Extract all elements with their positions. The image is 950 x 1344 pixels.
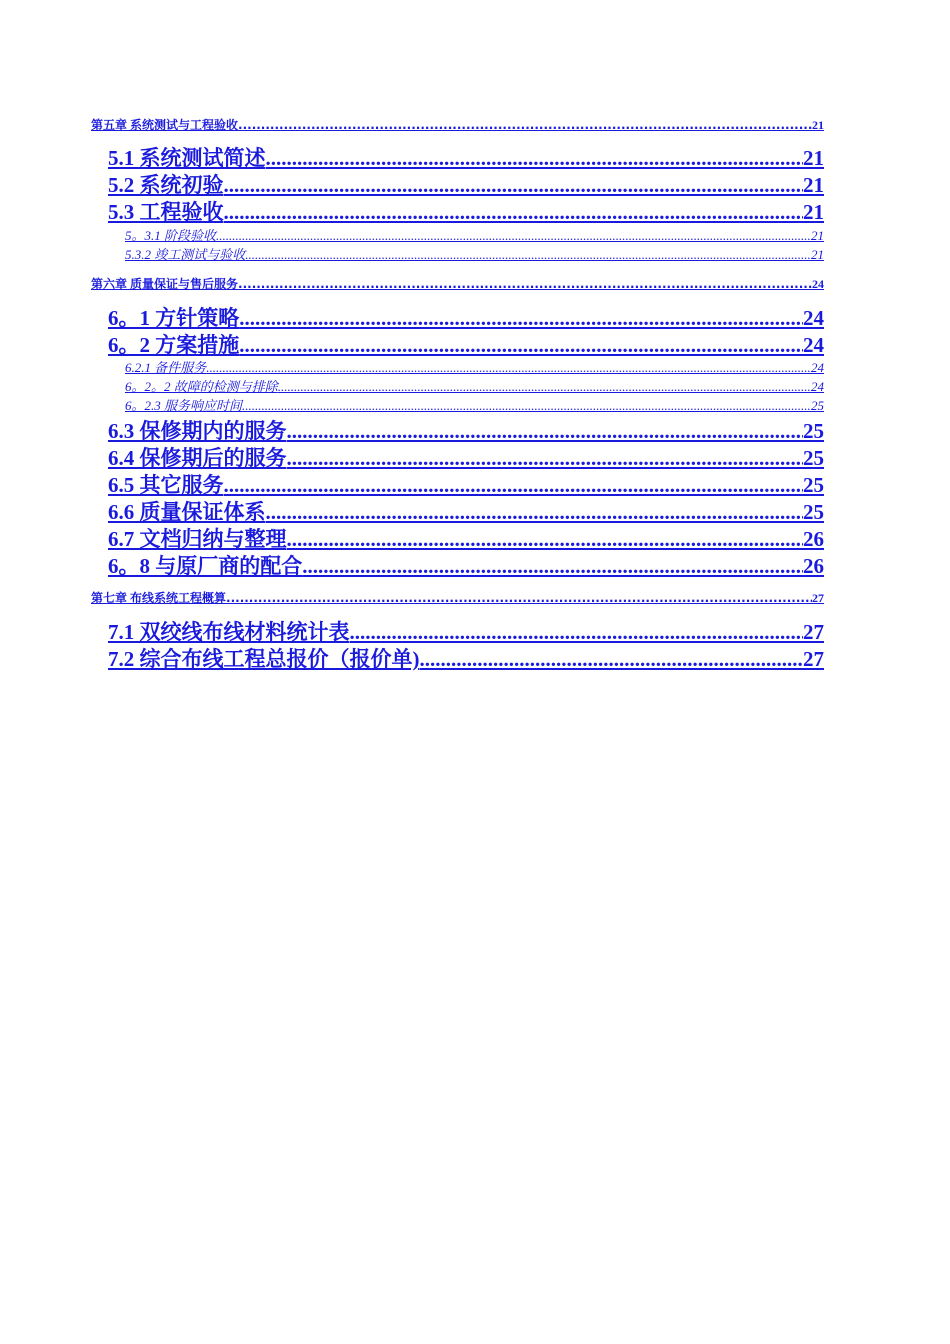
toc-page-number: 24 [812,277,824,291]
toc-page-number: 21 [812,118,824,132]
toc-dot-leader [239,332,803,358]
toc-page-number: 25 [811,398,824,413]
toc-entry-title: 6。1 方针策略 [108,306,240,330]
toc-dot-leader [245,246,811,264]
toc-page-number: 21 [803,173,824,197]
toc-page-number: 24 [811,360,824,375]
toc-dot-leader [216,227,811,245]
toc-entry-title: 第七章 布线系统工程概算 [91,591,227,605]
toc-section-6-2[interactable] [108,332,824,358]
toc-entry-title: 7.2 综合布线工程总报价（报价单) [108,647,420,671]
toc-dot-leader [226,589,812,607]
toc-page-number: 25 [803,473,824,497]
toc-subsection-5-3-1[interactable] [125,227,824,245]
toc-page-number: 26 [803,527,824,551]
toc-section-5-1[interactable] [108,145,824,171]
toc-page-number: 25 [803,446,824,470]
toc-dot-leader [266,499,804,525]
toc-entry-title: 5.3 工程验收 [108,200,224,224]
toc-page-number: 24 [803,306,824,330]
toc-section-7-2[interactable] [108,646,824,672]
toc-page-number: 21 [803,146,824,170]
toc-dot-leader [224,172,804,198]
toc-page-number: 24 [811,379,824,394]
toc-chapter-7[interactable] [91,589,824,607]
toc-page-number: 21 [803,200,824,224]
toc-dot-leader [302,553,803,579]
toc-section-5-3[interactable] [108,199,824,225]
toc-dot-leader [287,526,804,552]
toc-page-number: 27 [803,647,824,671]
toc-subsection-6-2-1[interactable] [125,359,824,377]
toc-dot-leader [287,418,804,444]
toc-dot-leader [350,619,804,645]
toc-entry-title: 第六章 质量保证与售后服务 [91,277,239,291]
toc-chapter-6[interactable] [91,275,824,293]
toc-section-6-7[interactable] [108,526,824,552]
toc-page-number: 25 [803,419,824,443]
toc-dot-leader [206,359,811,377]
toc-page-number: 27 [812,591,824,605]
toc-entry-title: 6.6 质量保证体系 [108,500,266,524]
toc-entry-title: 5.2 系统初验 [108,173,224,197]
toc-dot-leader [266,145,804,171]
toc-dot-leader [238,275,812,293]
toc-chapter-5[interactable] [91,116,824,134]
toc-entry-title: 6。2。2 故障的检测与排除 [125,379,278,394]
toc-dot-leader [238,116,812,134]
toc-section-6-6[interactable] [108,499,824,525]
toc-dot-leader [278,378,811,396]
toc-entry-title: 6.7 文档归纳与整理 [108,527,287,551]
toc-subsection-6-2-2[interactable] [125,378,824,396]
toc-subsection-6-2-3[interactable] [125,397,824,415]
toc-page-number: 27 [803,620,824,644]
toc-section-6-4[interactable] [108,445,824,471]
toc-page-number: 21 [811,228,824,243]
toc-entry-title: 6。2.3 服务响应时间 [125,398,243,413]
toc-dot-leader [239,305,803,331]
toc-page-number: 26 [803,554,824,578]
toc-section-6-3[interactable] [108,418,824,444]
toc-entry-title: 6。2 方案措施 [108,333,240,357]
toc-entry-title: 7.1 双绞线布线材料统计表 [108,620,350,644]
toc-entry-title: 第五章 系统测试与工程验收 [91,118,239,132]
toc-section-6-1[interactable] [108,305,824,331]
toc-dot-leader [224,472,804,498]
toc-entry-title: 5.1 系统测试简述 [108,146,266,170]
toc-dot-leader [287,445,804,471]
toc-entry-title: 5.3.2 竣工测试与验收 [125,247,246,262]
toc-entry-title: 6.4 保修期后的服务 [108,446,287,470]
toc-section-5-2[interactable] [108,172,824,198]
toc-section-6-5[interactable] [108,472,824,498]
toc-section-7-1[interactable] [108,619,824,645]
toc-section-6-8[interactable] [108,553,824,579]
toc-entry-title: 6.2.1 备件服务 [125,360,207,375]
toc-dot-leader [420,646,804,672]
toc-entry-title: 6.5 其它服务 [108,473,224,497]
toc-page-number: 24 [803,333,824,357]
toc-page-number: 21 [811,247,824,262]
toc-subsection-5-3-2[interactable] [125,246,824,264]
toc-entry-title: 5。3.1 阶段验收 [125,228,217,243]
toc-dot-leader [242,397,811,415]
toc-dot-leader [224,199,804,225]
toc-page-number: 25 [803,500,824,524]
toc-entry-title: 6。8 与原厂商的配合 [108,554,303,578]
toc-entry-title: 6.3 保修期内的服务 [108,419,287,443]
